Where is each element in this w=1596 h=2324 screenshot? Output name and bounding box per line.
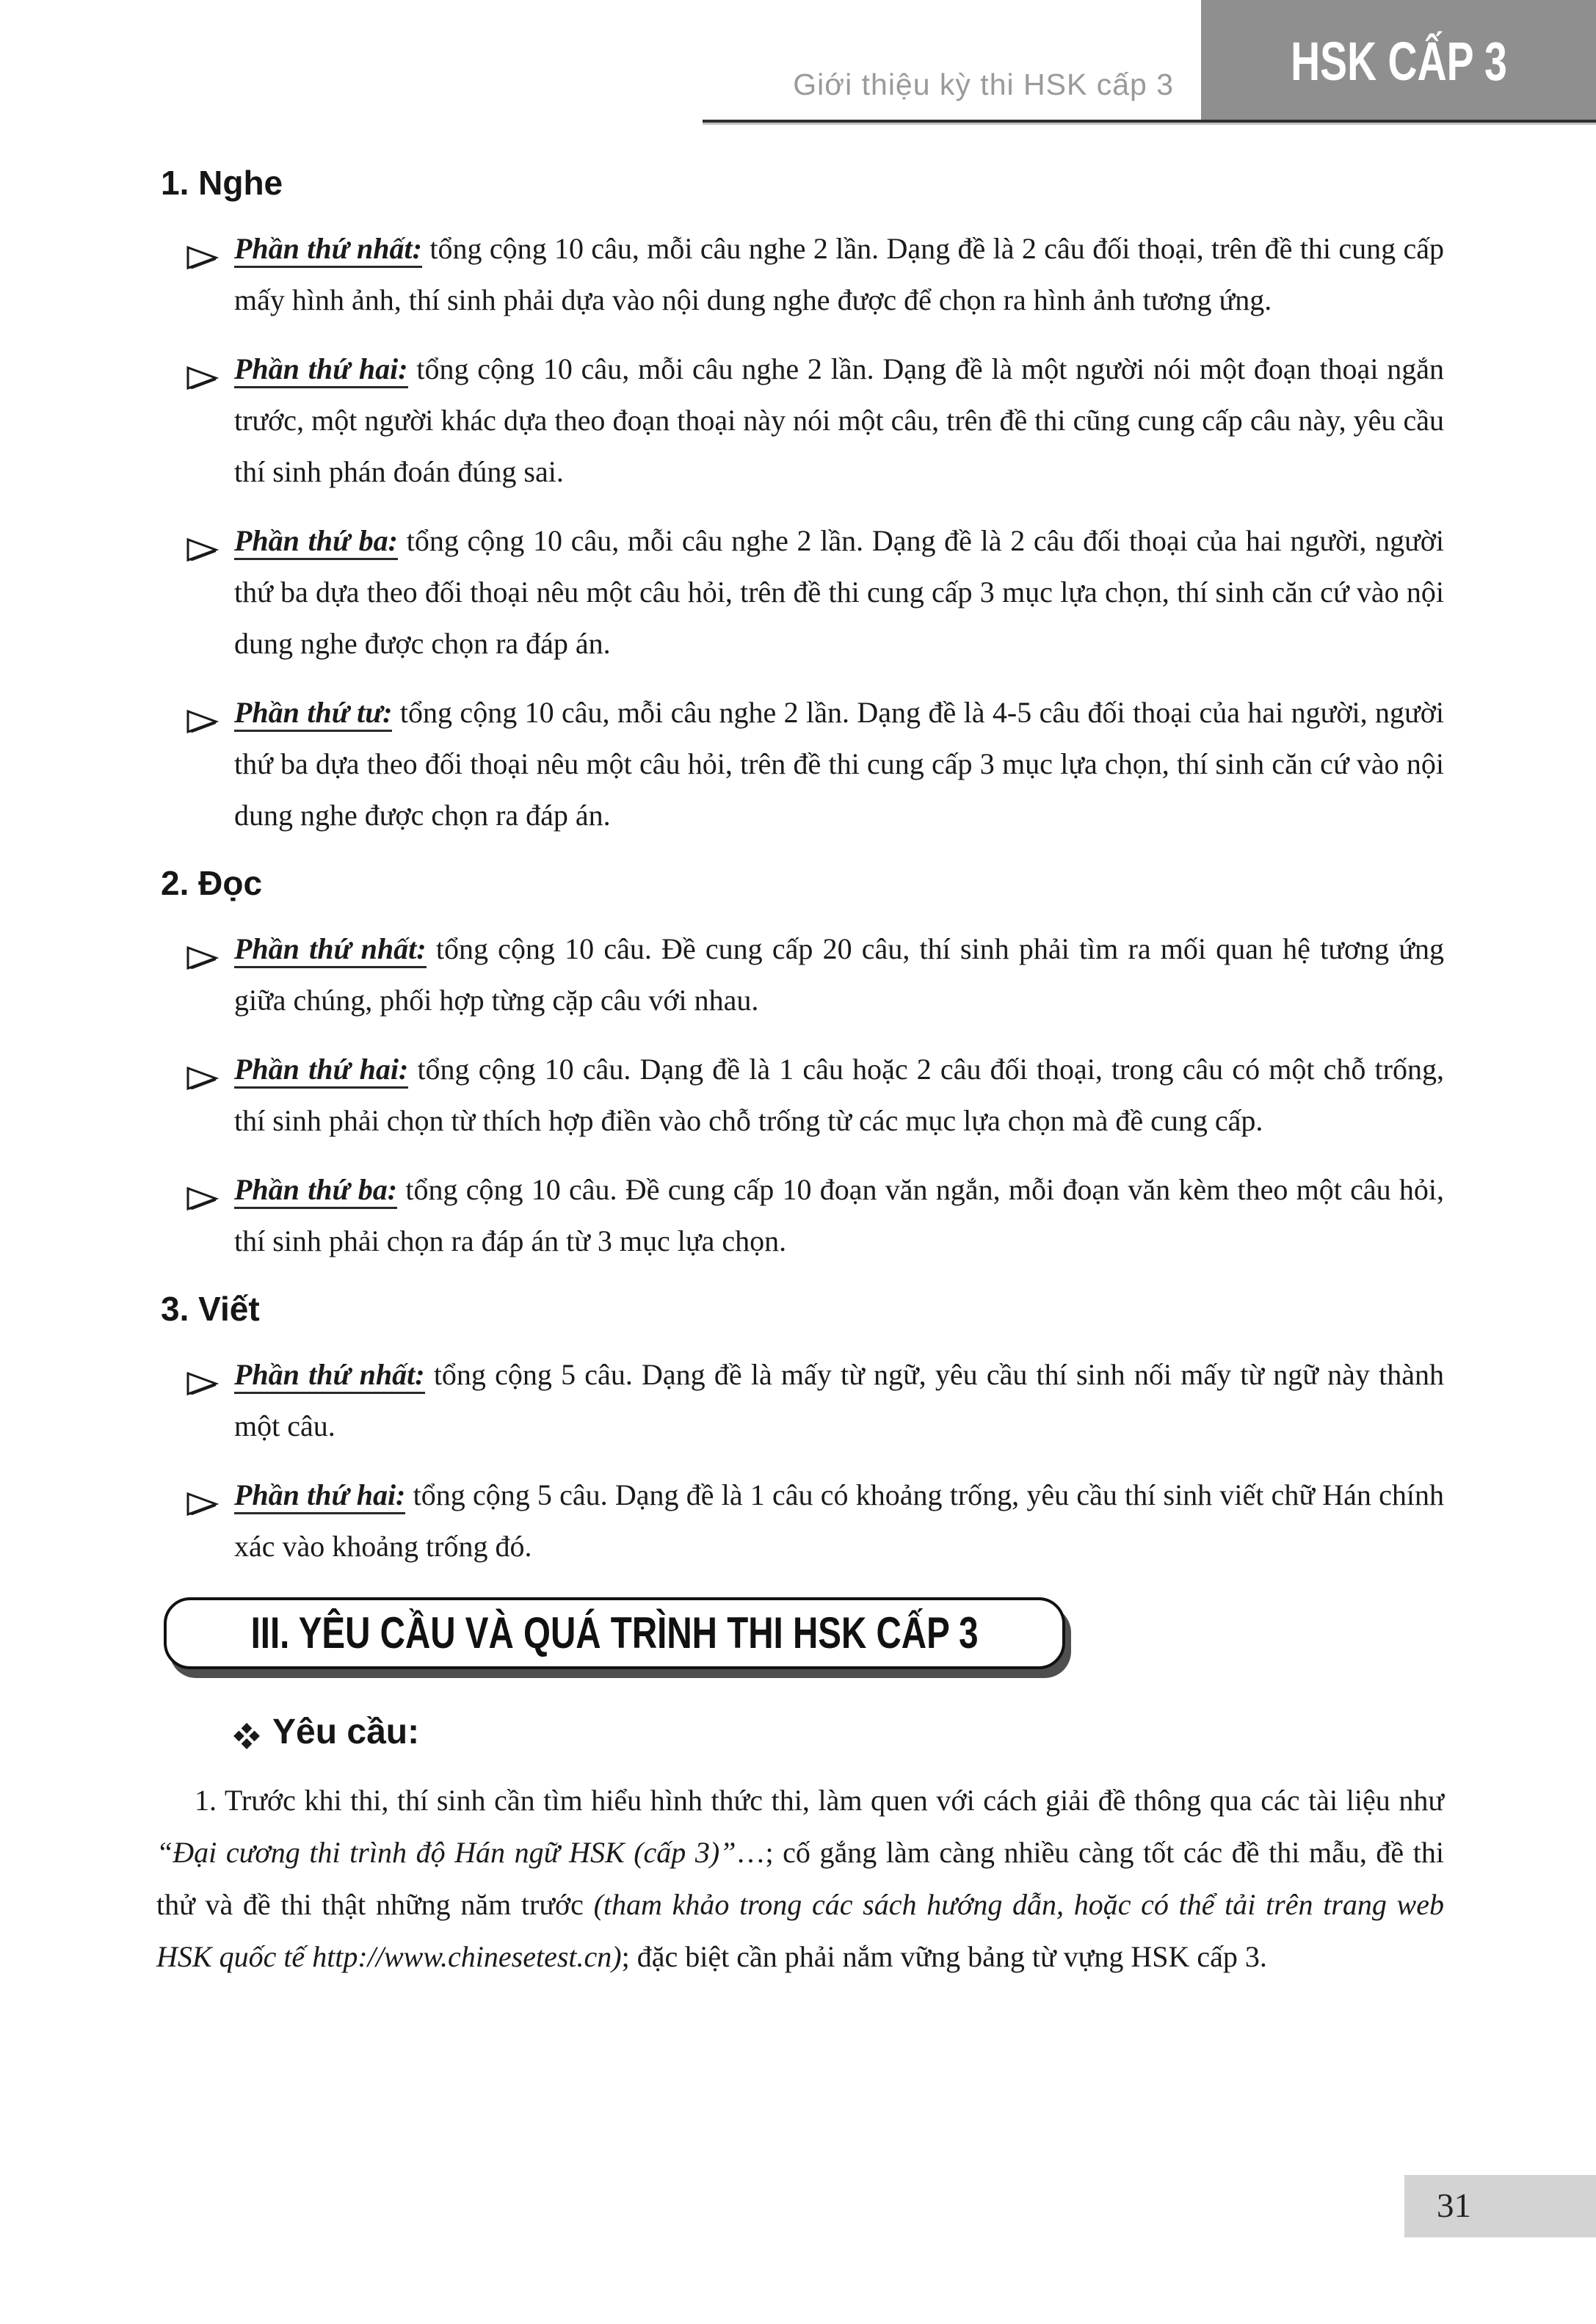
paragraph-segment: ; đặc biệt cần phải nắm vững bảng từ vựng HSK cấp 3.: [621, 1940, 1267, 1973]
bullet-label: Phần thứ hai:: [234, 1053, 408, 1089]
header-rule: [703, 120, 1596, 123]
bullet-label: Phần thứ nhất:: [234, 232, 422, 268]
paragraph-segment: 1. Trước khi thi, thí sinh cần tìm hiểu hình thức thi, làm quen với cách giải đề thông qua các tài liệu như: [195, 1784, 1444, 1817]
list-item: [156, 1164, 1444, 1267]
list-item: [156, 1349, 1444, 1452]
bullet-label: Phần thứ hai:: [234, 1478, 405, 1514]
bullet-text: tổng cộng 10 câu, mỗi câu nghe 2 lần. Dạng đề là 2 câu đối thoại, trên đề thi cung cấp mấy hình ảnh, thí sinh phải dựa vào nội dung nghe được để chọn ra hình ảnh tương ứng.: [234, 232, 1445, 316]
list-item: [156, 223, 1444, 326]
banner-heading: [164, 1597, 1065, 1669]
section-doc: [156, 923, 1444, 1267]
bullet-text: tổng cộng 10 câu, mỗi câu nghe 2 lần. Dạng đề là một người nói một đoạn thoại ngắn trước, một người khác dựa theo đoạn thoại này nói một câu, trên đề thi cũng cung cấp câu này, yêu cầu thí sinh phán đoán đúng sai.: [234, 352, 1444, 488]
bullet-text: tổng cộng 5 câu. Dạng đề là 1 câu có khoảng trống, yêu cầu thí sinh viết chữ Hán chính xác vào khoảng trống đó.: [234, 1478, 1444, 1563]
arrow-bullet-icon: [186, 1176, 220, 1201]
banner-title: III. YÊU CẦU VÀ QUÁ TRÌNH THI HSK CẤP 3: [250, 1608, 979, 1658]
bullet-text: tổng cộng 10 câu. Đề cung cấp 10 đoạn văn ngắn, mỗi đoạn văn kèm theo một câu hỏi, thí sinh phải chọn ra đáp án từ 3 mục lựa chọn.: [234, 1173, 1444, 1257]
chapter-badge-label: HSK CẤP 3: [1290, 30, 1507, 92]
arrow-bullet-icon: [186, 527, 220, 552]
list-item: [156, 515, 1444, 669]
chapter-badge: [1201, 0, 1596, 122]
bullet-text: tổng cộng 10 câu. Dạng đề là 1 câu hoặc 2 câu đối thoại, trong câu có một chỗ trống, thí sinh phải chọn từ thích hợp điền vào chỗ trống từ các mục lựa chọn mà đề cung cấp.: [234, 1053, 1444, 1137]
bullet-text: tổng cộng 5 câu. Dạng đề là mấy từ ngữ, yêu cầu thí sinh nối mấy từ ngữ này thành một câu.: [234, 1358, 1444, 1442]
bullet-label: Phần thứ ba:: [234, 1173, 397, 1209]
four-diamonds-icon: [233, 1718, 261, 1746]
page-content: [156, 163, 1444, 1983]
bullet-text: tổng cộng 10 câu. Đề cung cấp 20 câu, thí sinh phải tìm ra mối quan hệ tương ứng giữa chúng, phối hợp từng cặp câu với nhau.: [234, 932, 1444, 1017]
section-viet: [156, 1349, 1444, 1572]
list-item: [156, 1044, 1444, 1147]
list-item: [156, 687, 1444, 841]
section-heading-doc: 2. Đọc: [161, 864, 263, 902]
arrow-bullet-icon: [186, 355, 220, 380]
list-item: [156, 1470, 1444, 1572]
running-head: Giới thiệu kỳ thi HSK cấp 3: [793, 68, 1174, 101]
requirements-heading-label: Yêu cầu:: [272, 1713, 420, 1751]
section-heading-viet: 3. Viết: [161, 1290, 260, 1328]
arrow-bullet-icon: [186, 1361, 220, 1386]
paragraph-segment-italic: “Đại cương thi trình độ Hán ngữ HSK (cấp 3)”: [156, 1836, 736, 1869]
bullet-label: Phần thứ nhất:: [234, 932, 427, 968]
bullet-label: Phần thứ tư:: [234, 696, 392, 732]
bullet-text: tổng cộng 10 câu, mỗi câu nghe 2 lần. Dạng đề là 4-5 câu đối thoại của hai người, người thứ ba dựa theo đối thoại nêu một câu hỏi, trên đề thi cung cấp 3 mục lựa chọn, thí sinh căn cứ vào nội dung nghe được chọn ra đáp án.: [234, 696, 1444, 832]
page-number: [1404, 2175, 1596, 2237]
bullet-label: Phần thứ ba:: [234, 524, 398, 560]
requirements-paragraph: [156, 1774, 1444, 1983]
arrow-bullet-icon: [186, 235, 220, 260]
section-heading-nghe: 1. Nghe: [161, 164, 283, 202]
arrow-bullet-icon: [186, 699, 220, 724]
paragraph-segment-italic: (tham khảo trong các sách hướng dẫn, hoặc có thể tải trên trang web HSK quốc tế http://www.chinesetest.cn): [156, 1888, 1444, 1973]
bullet-label: Phần thứ nhất:: [234, 1358, 425, 1394]
bullet-label: Phần thứ hai:: [234, 352, 408, 388]
section-nghe: [156, 223, 1444, 841]
arrow-bullet-icon: [186, 1481, 220, 1506]
arrow-bullet-icon: [186, 935, 220, 960]
paragraph-segment: …; cố gắng làm càng nhiều càng tốt các đề thi mẫu, đề thi thử và đề thi thật những năm trước: [156, 1836, 1444, 1921]
requirements-heading: [233, 1712, 1444, 1752]
list-item: [156, 923, 1444, 1026]
bullet-text: tổng cộng 10 câu, mỗi câu nghe 2 lần. Dạng đề là 2 câu đối thoại của hai người, người thứ ba dựa theo đối thoại nêu một câu hỏi, trên đề thi cung cấp 3 mục lựa chọn, thí sinh căn cứ vào nội dung nghe được chọn ra đáp án.: [234, 524, 1445, 660]
list-item: [156, 344, 1444, 498]
page-number-value: 31: [1437, 2187, 1471, 2225]
arrow-bullet-icon: [186, 1056, 220, 1081]
